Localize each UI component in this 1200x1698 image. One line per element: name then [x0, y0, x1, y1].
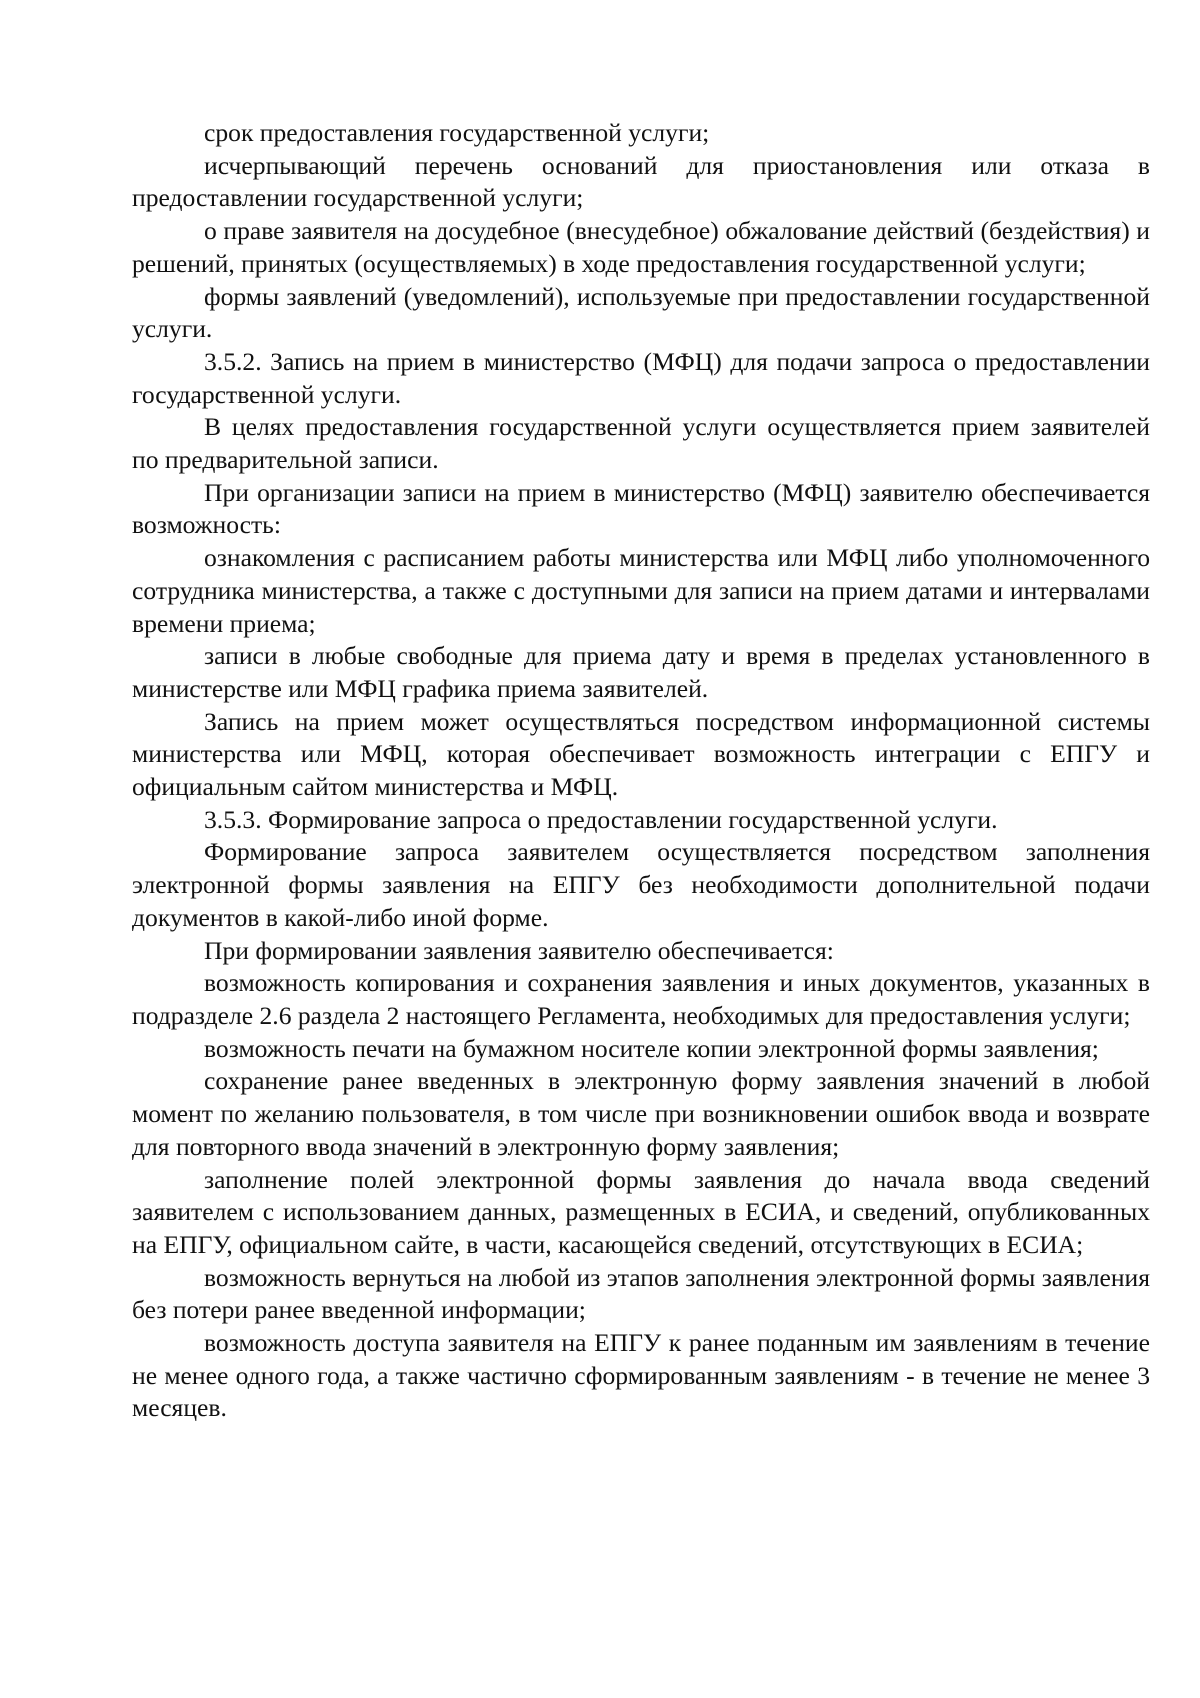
- paragraph-2: исчерпывающий перечень оснований для приостановления или отказа в предоставлении государственной услуги;: [132, 150, 1150, 213]
- paragraph-7: При организации записи на прием в министерство (МФЦ) заявителю обеспечивается возможность:: [132, 477, 1150, 540]
- paragraph-1: срок предоставления государственной услуги;: [204, 118, 710, 147]
- paragraph-16: сохранение ранее введенных в электронную форму заявления значений в любой момент по желанию пользователя, в том числе при возникновении ошибок ввода и возврате для повторного ввода значений в электронную форму заявления;: [132, 1066, 1150, 1161]
- paragraph-10: Запись на прием может осуществляться посредством информационной системы министерства или МФЦ, которая обеспечивает возможность интеграции с ЕПГУ и официальным сайтом министерства и МФЦ.: [132, 706, 1150, 802]
- paragraph-12: Формирование запроса заявителем осуществляется посредством заполнения электронной формы заявления на ЕПГУ без необходимости дополнительной подачи документов в какой-либо иной форме.: [132, 837, 1150, 932]
- paragraph-4: формы заявлений (уведомлений), используемые при предоставлении государственной услуги.: [132, 281, 1150, 344]
- paragraph-6: В целях предоставления государственной услуги осуществляется прием заявителей по предварительной записи.: [132, 412, 1150, 475]
- section-heading-3-5-3: 3.5.3. Формирование запроса о предоставлении государственной услуги.: [204, 804, 998, 834]
- paragraph-18: возможность вернуться на любой из этапов заполнения электронной формы заявления без потери ранее введенной информации;: [132, 1262, 1150, 1325]
- paragraph-15: возможность печати на бумажном носителе копии электронной формы заявления;: [204, 1033, 1099, 1063]
- paragraph-8: ознакомления с расписанием работы министерства или МФЦ либо уполномоченного сотрудника министерства, а также с доступными для записи на прием датами и интервалами времени приема;: [132, 543, 1150, 638]
- paragraph-17: заполнение полей электронной формы заявления до начала ввода сведений заявителем с использованием данных, размещенных в ЕСИА, и сведений, опубликованных на ЕПГУ, официальном сайте, в части, касающейся сведений, отсутствующих в ЕСИА;: [132, 1164, 1150, 1259]
- section-heading-3-5-2: 3.5.2. Запись на прием в министерство (МФЦ) для подачи запроса о предоставлении государственной услуги.: [132, 346, 1150, 409]
- paragraph-19: возможность доступа заявителя на ЕПГУ к ранее поданным им заявлениям в течение не менее одного года, а также частично сформированным заявлениям - в течение не менее 3 месяцев.: [132, 1328, 1150, 1423]
- paragraph-3: о праве заявителя на досудебное (внесудебное) обжалование действий (бездействия) и решений, принятых (осуществляемых) в ходе предоставления государственной услуги;: [132, 216, 1150, 278]
- paragraph-14: возможность копирования и сохранения заявления и иных документов, указанных в подразделе 2.6 раздела 2 настоящего Регламента, необходимых для предоставления услуги;: [132, 968, 1150, 1030]
- document-page: [132, 117, 1150, 1425]
- paragraph-13: При формировании заявления заявителю обеспечивается:: [204, 935, 834, 965]
- paragraph-9: записи в любые свободные для приема дату и время в пределах установленного в министерстве или МФЦ графика приема заявителей.: [132, 641, 1150, 703]
